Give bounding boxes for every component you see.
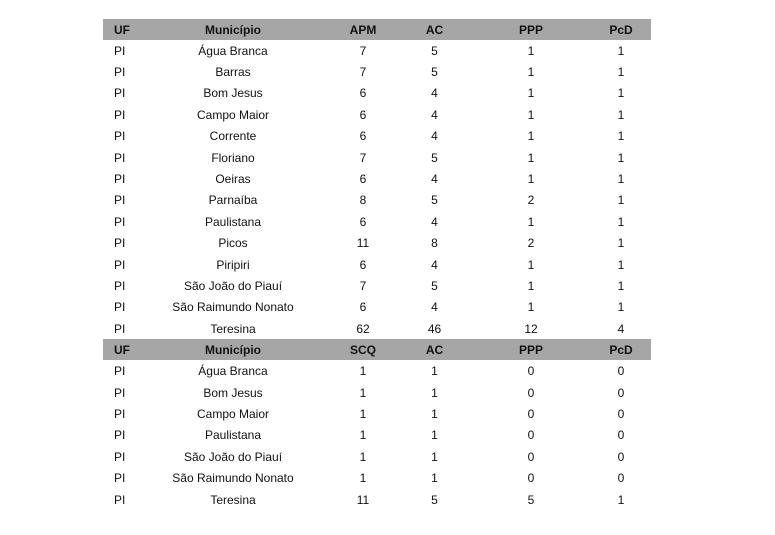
cell-ac: 5 xyxy=(431,43,438,58)
cell-ac: 1 xyxy=(431,471,438,486)
cell-uf: PI xyxy=(114,385,126,400)
cell-col3: 11 xyxy=(356,236,370,251)
cell-ac: 46 xyxy=(427,321,442,336)
table-row xyxy=(103,318,651,339)
cell-uf: PI xyxy=(114,321,126,336)
cell-ppp: 1 xyxy=(527,65,535,80)
cell-ac: 5 xyxy=(431,278,438,293)
header-row xyxy=(103,19,651,40)
header-col3: APM xyxy=(328,19,398,40)
header-ac: AC xyxy=(398,339,471,360)
table-row xyxy=(103,360,651,381)
cell-pcd: 1 xyxy=(617,492,625,507)
header-ppp: PPP xyxy=(471,19,591,40)
cell-col3: 1 xyxy=(359,428,367,443)
cell-ppp: 0 xyxy=(527,428,535,443)
cell-uf: PI xyxy=(114,236,126,251)
header-municipio: Município xyxy=(138,339,328,360)
cell-pcd: 1 xyxy=(617,150,625,165)
table-row xyxy=(103,275,651,296)
cell-municipio: Água Branca xyxy=(198,43,268,58)
cell-uf: PI xyxy=(114,172,126,187)
cell-ac: 5 xyxy=(431,193,438,208)
cell-col3: 6 xyxy=(359,172,367,187)
cell-pcd: 1 xyxy=(617,43,625,58)
cell-ppp: 0 xyxy=(527,364,535,379)
cell-ac: 4 xyxy=(431,257,438,272)
cell-col3: 1 xyxy=(359,471,367,486)
header-row xyxy=(103,339,651,360)
cell-municipio: Bom Jesus xyxy=(203,385,263,400)
cell-uf: PI xyxy=(114,257,126,272)
table-row xyxy=(103,61,651,82)
cell-pcd: 0 xyxy=(617,385,625,400)
cell-ppp: 5 xyxy=(527,492,535,507)
cell-municipio: São Raimundo Nonato xyxy=(172,300,294,315)
cell-ppp: 1 xyxy=(527,86,535,101)
cell-pcd: 4 xyxy=(617,321,625,336)
cell-uf: PI xyxy=(114,129,126,144)
table-row xyxy=(103,190,651,211)
cell-pcd: 1 xyxy=(617,214,625,229)
cell-col3: 1 xyxy=(359,406,367,421)
cell-ppp: 1 xyxy=(527,300,535,315)
cell-col3: 11 xyxy=(356,492,370,507)
header-municipio: Município xyxy=(138,19,328,40)
cell-municipio: Água Branca xyxy=(198,364,268,379)
cell-ppp: 1 xyxy=(527,150,535,165)
cell-col3: 1 xyxy=(359,385,367,400)
cell-uf: PI xyxy=(114,193,126,208)
cell-ac: 5 xyxy=(431,492,438,507)
table-row xyxy=(103,489,651,510)
cell-municipio: Campo Maior xyxy=(196,406,270,421)
vacancy-table xyxy=(103,19,651,510)
cell-ppp: 0 xyxy=(527,471,535,486)
cell-uf: PI xyxy=(114,150,126,165)
cell-pcd: 0 xyxy=(617,449,625,464)
table-body xyxy=(103,19,651,510)
cell-ppp: 0 xyxy=(527,385,535,400)
cell-municipio: Paulistana xyxy=(204,214,262,229)
table-row xyxy=(103,297,651,318)
cell-uf: PI xyxy=(114,449,126,464)
table-row xyxy=(103,467,651,488)
cell-uf: PI xyxy=(114,300,126,315)
cell-uf: PI xyxy=(114,86,126,101)
cell-municipio: Parnaíba xyxy=(208,193,258,208)
cell-ac: 5 xyxy=(431,150,438,165)
cell-ppp: 1 xyxy=(527,107,535,122)
table-row xyxy=(103,211,651,232)
cell-col3: 6 xyxy=(359,107,367,122)
cell-municipio: Teresina xyxy=(210,321,256,336)
cell-ppp: 1 xyxy=(527,129,535,144)
cell-ppp: 1 xyxy=(527,172,535,187)
cell-ppp: 1 xyxy=(527,214,535,229)
cell-ppp: 2 xyxy=(527,236,535,251)
cell-uf: PI xyxy=(114,214,126,229)
cell-col3: 6 xyxy=(359,214,367,229)
cell-col3: 62 xyxy=(356,321,370,336)
cell-pcd: 1 xyxy=(617,129,625,144)
cell-municipio: Piripiri xyxy=(216,257,250,272)
cell-col3: 8 xyxy=(359,193,367,208)
cell-ac: 5 xyxy=(431,65,438,80)
cell-pcd: 1 xyxy=(617,193,625,208)
cell-municipio: São João do Piauí xyxy=(183,278,283,293)
cell-ac: 1 xyxy=(431,428,438,443)
header-ppp: PPP xyxy=(471,339,591,360)
cell-uf: PI xyxy=(114,107,126,122)
cell-col3: 1 xyxy=(359,364,367,379)
cell-col3: 7 xyxy=(359,65,367,80)
cell-pcd: 1 xyxy=(617,65,625,80)
cell-ac: 8 xyxy=(431,236,438,251)
cell-pcd: 0 xyxy=(617,406,625,421)
table-row xyxy=(103,126,651,147)
cell-ppp: 0 xyxy=(527,406,535,421)
vacancy-tables xyxy=(103,19,651,510)
cell-col3: 6 xyxy=(359,257,367,272)
cell-municipio: Barras xyxy=(215,65,251,80)
cell-pcd: 1 xyxy=(617,236,625,251)
cell-ac: 4 xyxy=(431,172,438,187)
cell-pcd: 0 xyxy=(617,364,625,379)
cell-ppp: 12 xyxy=(524,321,538,336)
cell-uf: PI xyxy=(114,278,126,293)
cell-pcd: 0 xyxy=(617,428,625,443)
cell-pcd: 1 xyxy=(617,107,625,122)
cell-ac: 4 xyxy=(431,300,438,315)
cell-uf: PI xyxy=(114,492,126,507)
cell-col3: 1 xyxy=(359,449,367,464)
cell-uf: PI xyxy=(114,65,126,80)
cell-uf: PI xyxy=(114,364,126,379)
table-row xyxy=(103,403,651,424)
cell-uf: PI xyxy=(114,406,126,421)
cell-pcd: 0 xyxy=(617,471,625,486)
cell-pcd: 1 xyxy=(617,86,625,101)
table-row xyxy=(103,446,651,467)
cell-col3: 7 xyxy=(359,278,367,293)
cell-col3: 6 xyxy=(359,129,367,144)
cell-municipio: São Raimundo Nonato xyxy=(172,471,294,486)
cell-ppp: 1 xyxy=(527,43,535,58)
cell-uf: PI xyxy=(114,471,126,486)
table-row xyxy=(103,382,651,403)
cell-col3: 6 xyxy=(359,86,367,101)
cell-ac: 1 xyxy=(431,449,438,464)
cell-ppp: 2 xyxy=(527,193,535,208)
cell-ac: 4 xyxy=(431,107,438,122)
cell-ac: 1 xyxy=(431,364,438,379)
cell-ac: 1 xyxy=(431,385,438,400)
cell-pcd: 1 xyxy=(617,257,625,272)
cell-uf: PI xyxy=(114,428,126,443)
table-row xyxy=(103,425,651,446)
cell-municipio: Picos xyxy=(218,236,248,251)
cell-municipio: Oeiras xyxy=(215,172,251,187)
header-pcd: PcD xyxy=(591,339,651,360)
table-row xyxy=(103,104,651,125)
cell-ppp: 0 xyxy=(527,449,535,464)
cell-pcd: 1 xyxy=(617,172,625,187)
header-pcd: PcD xyxy=(591,19,651,40)
table-row xyxy=(103,233,651,254)
cell-ac: 1 xyxy=(431,406,438,421)
cell-uf: PI xyxy=(114,43,126,58)
cell-col3: 6 xyxy=(359,300,367,315)
cell-ac: 4 xyxy=(431,214,438,229)
cell-municipio: São João do Piauí xyxy=(183,449,283,464)
cell-municipio: Campo Maior xyxy=(196,107,270,122)
cell-col3: 7 xyxy=(359,43,367,58)
cell-municipio: Bom Jesus xyxy=(203,86,263,101)
table-row xyxy=(103,254,651,275)
header-uf: UF xyxy=(103,339,138,360)
header-uf: UF xyxy=(103,19,138,40)
cell-municipio: Teresina xyxy=(210,492,256,507)
table-row xyxy=(103,147,651,168)
cell-municipio: Paulistana xyxy=(204,428,262,443)
cell-ac: 4 xyxy=(431,129,438,144)
cell-ppp: 1 xyxy=(527,257,535,272)
cell-municipio: Corrente xyxy=(209,129,257,144)
cell-ppp: 1 xyxy=(527,278,535,293)
cell-ac: 4 xyxy=(431,86,438,101)
cell-col3: 7 xyxy=(359,150,367,165)
table-row xyxy=(103,168,651,189)
table-row xyxy=(103,40,651,61)
header-col3: SCQ xyxy=(328,339,398,360)
cell-municipio: Floriano xyxy=(211,150,255,165)
header-ac: AC xyxy=(398,19,471,40)
table-row xyxy=(103,83,651,104)
cell-pcd: 1 xyxy=(617,278,625,293)
cell-pcd: 1 xyxy=(617,300,625,315)
